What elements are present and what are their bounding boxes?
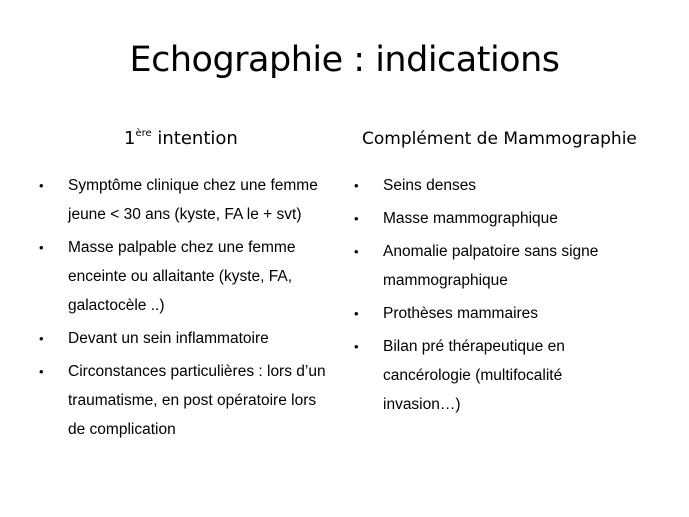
heading-ordinal-suffix: ère xyxy=(135,128,152,139)
heading-ordinal: 1 xyxy=(124,128,136,149)
list-item-text: Masse mammographique xyxy=(383,210,558,227)
bullet-icon: • xyxy=(354,178,359,193)
list-item-text: Anomalie palpatoire sans signe mammographique xyxy=(383,243,599,289)
list-item xyxy=(354,237,639,295)
list-item xyxy=(39,171,331,229)
left-bullet-list xyxy=(39,171,331,448)
bullet-icon: • xyxy=(39,364,44,379)
list-item xyxy=(39,324,331,353)
bullet-icon: • xyxy=(354,306,359,321)
list-item xyxy=(39,357,331,444)
list-item-text: Seins denses xyxy=(383,177,477,194)
bullet-icon: • xyxy=(354,211,359,226)
list-item xyxy=(354,204,639,233)
list-item-text: Masse palpable chez une femme enceinte ou allaitante (kyste, FA, galactocèle ..) xyxy=(68,239,296,314)
list-item xyxy=(354,171,639,200)
list-item-text: Devant un sein inflammatoire xyxy=(68,330,269,347)
bullet-icon: • xyxy=(354,244,359,259)
list-item-text: Bilan pré thérapeutique en cancérologie (multifocalité invasion…) xyxy=(383,338,565,413)
list-item-text: Circonstances particulières : lors d’un traumatisme, en post opératoire lors de complication xyxy=(68,363,326,438)
left-column-heading xyxy=(124,128,238,149)
slide-title: Echographie : indications xyxy=(129,40,560,80)
bullet-icon: • xyxy=(39,331,44,346)
bullet-icon: • xyxy=(39,178,44,193)
list-item xyxy=(354,332,639,419)
list-item xyxy=(354,299,639,328)
right-bullet-list xyxy=(354,171,639,423)
bullet-icon: • xyxy=(354,339,359,354)
list-item-text: Prothèses mammaires xyxy=(383,305,539,322)
bullet-icon: • xyxy=(39,240,44,255)
right-column-heading: Complément de Mammographie xyxy=(362,129,637,149)
list-item-text: Symptôme clinique chez une femme jeune < 30 ans (kyste, FA le + svt) xyxy=(68,177,318,223)
list-item xyxy=(39,233,331,320)
heading-label: intention xyxy=(151,128,238,149)
